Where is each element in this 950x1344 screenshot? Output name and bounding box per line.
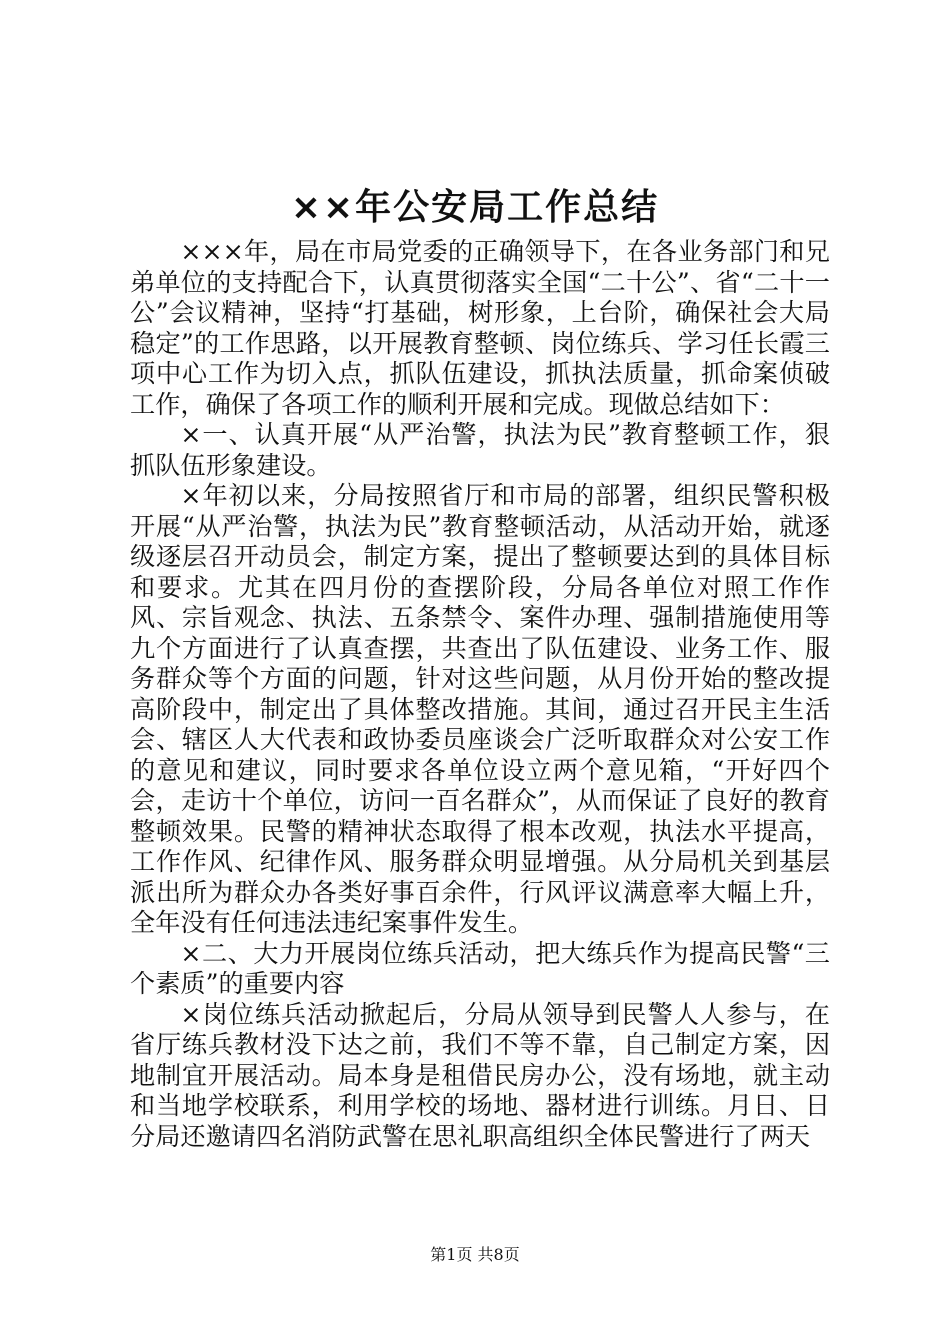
paragraph-intro: ×××年，局在市局党委的正确领导下，在各业务部门和兄弟单位的支持配合下，认真贯彻落实全国“二十公”、省“二十一公”会议精神，坚持“打基础，树形象，上台阶，确保社会大局稳定”的工作思路，以开展教育整顿、岗位练兵、学习任长霞三项中心工作为切入点，抓队伍建设，抓执法质量，抓命案侦破工作，确保了各项工作的顺利开展和完成。现做总结如下： — [130, 237, 830, 419]
document-title: ××年公安局工作总结 — [290, 187, 660, 228]
paragraph-section-2: ×岗位练兵活动掀起后，分局从领导到民警人人参与，在省厅练兵教材没下达之前，我们不等不靠，自己制定方案，因地制宜开展活动。局本身是租借民房办公，没有场地，就主动和当地学校联系，利用学校的场地、器材进行训练。月日、日分局还邀请四名消防武警在思礼职高组织全体民警进行了两天 — [130, 999, 830, 1151]
document-body — [130, 237, 830, 1152]
section-heading-2: ×二、大力开展岗位练兵活动，把大练兵作为提高民警“三个素质”的重要内容 — [130, 938, 830, 998]
page-footer: 第1页 共8页 — [430, 1245, 520, 1264]
section-heading-1: ×一、认真开展“从严治警，执法为民”教育整顿工作，狠抓队伍形象建设。 — [130, 420, 830, 480]
paragraph-section-1: ×年初以来，分局按照省厅和市局的部署，组织民警积极开展“从严治警，执法为民”教育整顿活动，从活动开始，就逐级逐层召开动员会，制定方案，提出了整顿要达到的具体目标和要求。尤其在四月份的查摆阶段，分局各单位对照工作作风、宗旨观念、执法、五条禁令、案件办理、强制措施使用等九个方面进行了认真查摆，共查出了队伍建设、业务工作、服务群众等个方面的问题，针对这些问题，从月份开始的整改提高阶段中，制定出了具体整改措施。其间，通过召开民主生活会、辖区人大代表和政协委员座谈会广泛听取群众对公安工作的意见和建议，同时要求各单位设立两个意见箱，“开好四个会，走访十个单位，访问一百名群众”，从而保证了良好的教育整顿效果。民警的精神状态取得了根本改观，执法水平提高，工作作风、纪律作风、服务群众明显增强。从分局机关到基层派出所为群众办各类好事百余件，行风评议满意率大幅上升，全年没有任何违法违纪案事件发生。 — [130, 481, 830, 937]
